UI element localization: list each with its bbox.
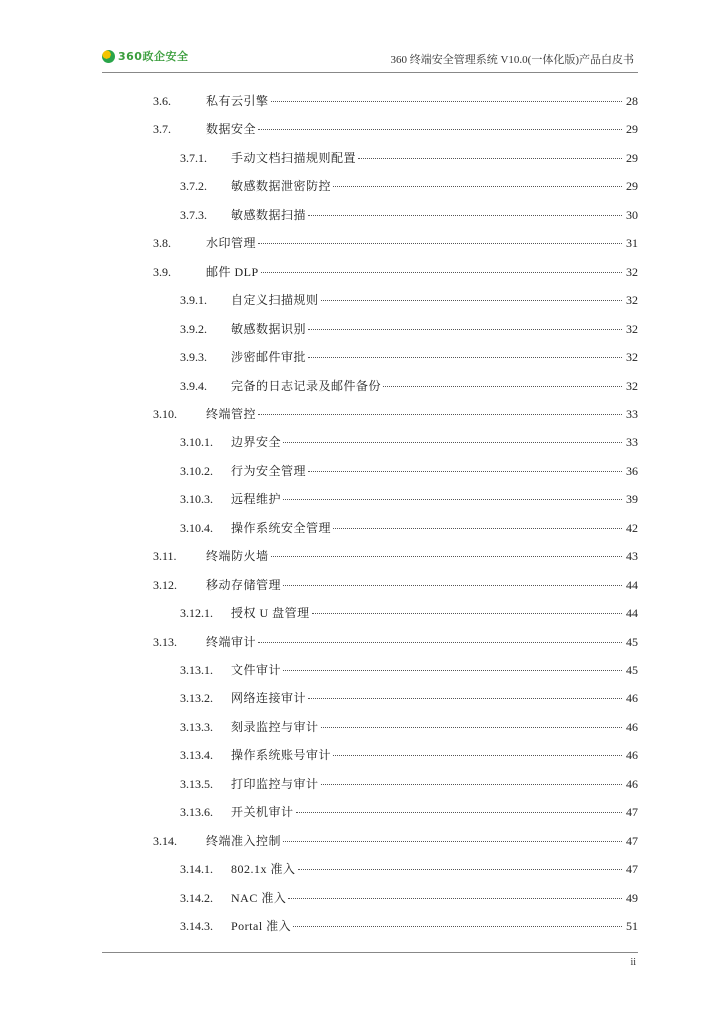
toc-dot-leader: [296, 812, 622, 813]
toc-entry-title[interactable]: 手动文档扫描规则配置: [231, 150, 357, 165]
toc-dot-leader: [258, 642, 622, 643]
toc-entry-number: 3.6.: [153, 94, 171, 108]
toc-entry-title[interactable]: 终端管控: [206, 406, 257, 421]
toc-entry[interactable]: [0, 206, 724, 224]
toc-entry-title[interactable]: 敏感数据扫描: [231, 207, 307, 222]
toc-entry-number: 3.14.: [153, 833, 177, 848]
toc-entry[interactable]: [0, 661, 724, 679]
toc-entry-number: 3.11.: [153, 549, 177, 564]
toc-entry-page: 33: [626, 406, 638, 421]
toc-dot-leader: [321, 300, 622, 301]
toc-dot-leader: [283, 442, 622, 443]
toc-entry-page: 39: [626, 492, 638, 507]
toc-entry-number: 3.7.1.: [180, 150, 207, 165]
toc-entry[interactable]: [0, 291, 724, 309]
toc-entry-page: 33: [626, 435, 638, 450]
toc-dot-leader: [271, 556, 622, 557]
toc-entry-page: 29: [626, 179, 638, 194]
toc-dot-leader: [283, 841, 622, 842]
toc-entry[interactable]: [0, 689, 724, 707]
toc-entry-title[interactable]: 授权 U 盘管理: [231, 606, 310, 621]
toc-entry[interactable]: [0, 718, 724, 736]
toc-entry-page: 44: [626, 606, 638, 621]
logo-text: 360政企安全: [118, 50, 189, 63]
toc-dot-leader: [308, 471, 622, 472]
toc-entry-title[interactable]: 行为安全管理: [231, 463, 307, 478]
toc-entry-number: 3.10.3.: [180, 492, 213, 507]
toc-entry-title[interactable]: 移动存储管理: [206, 577, 282, 592]
toc-entry[interactable]: [0, 576, 724, 594]
toc-entry-page: 46: [626, 776, 638, 791]
toc-dot-leader: [333, 528, 622, 529]
page-header: [102, 44, 638, 73]
toc-entry-title[interactable]: 文件审计: [231, 663, 282, 677]
toc-entry-page: 47: [626, 833, 638, 848]
toc-entry-number: 3.12.1.: [180, 606, 213, 621]
toc-entry-page: 47: [626, 862, 638, 877]
toc-entry-number: 3.10.1.: [180, 435, 213, 450]
toc-entry-title[interactable]: 敏感数据识别: [231, 321, 307, 336]
toc-entry[interactable]: [0, 377, 724, 395]
toc-dot-leader: [261, 272, 622, 273]
toc-dot-leader: [308, 698, 622, 699]
toc-entry[interactable]: [0, 803, 724, 821]
toc-entry[interactable]: [0, 775, 724, 793]
toc-entry-title[interactable]: 网络连接审计: [231, 691, 307, 706]
toc-entry-page: 43: [626, 549, 638, 564]
toc-entry-number: 3.9.2.: [180, 321, 207, 336]
toc-entry[interactable]: [0, 860, 724, 878]
toc-entry-page: 32: [626, 350, 638, 365]
toc-entry-title[interactable]: 操作系统账号审计: [231, 748, 332, 763]
toc-entry-page: 32: [626, 264, 638, 279]
toc-entry-page: 45: [626, 634, 638, 649]
toc-entry-title[interactable]: Portal 准入: [231, 919, 292, 934]
toc-entry-number: 3.12.: [153, 577, 177, 592]
toc-entry[interactable]: [0, 348, 724, 366]
toc-entry-title[interactable]: 802.1x 准入: [231, 862, 296, 877]
toc-entry-title[interactable]: 打印监控与审计: [231, 776, 319, 791]
toc-entry[interactable]: [0, 917, 724, 935]
toc-entry-page: 46: [626, 691, 638, 706]
toc-dot-leader: [383, 386, 622, 387]
toc-dot-leader: [333, 186, 622, 187]
toc-dot-leader: [312, 613, 622, 614]
toc-entry-page: 30: [626, 207, 638, 222]
toc-entry-number: 3.14.3.: [180, 919, 213, 934]
toc-entry-number: 3.13.6.: [180, 805, 213, 820]
toc-dot-leader: [288, 898, 622, 899]
toc-entry-page: 28: [626, 94, 638, 108]
toc-entry-number: 3.14.2.: [180, 890, 213, 905]
toc-entry[interactable]: [0, 490, 724, 508]
toc-entry-page: 44: [626, 577, 638, 592]
toc-entry[interactable]: [0, 120, 724, 138]
toc-entry-number: 3.13.3.: [180, 719, 213, 734]
toc-dot-leader: [283, 670, 622, 671]
toc-entry-number: 3.14.1.: [180, 862, 213, 877]
toc-dot-leader: [298, 869, 622, 870]
toc-entry-number: 3.9.4.: [180, 378, 207, 393]
toc-entry-number: 3.13.5.: [180, 776, 213, 791]
company-logo: [102, 48, 188, 64]
toc-dot-leader: [258, 129, 622, 130]
toc-dot-leader: [333, 755, 622, 756]
toc-entry[interactable]: [0, 405, 724, 423]
toc-entry-title[interactable]: NAC 准入: [231, 890, 287, 905]
toc-entry-title[interactable]: 操作系统安全管理: [231, 520, 332, 535]
toc-entry-page: 49: [626, 890, 638, 905]
toc-entry-number: 3.9.3.: [180, 350, 207, 365]
toc-entry-number: 3.7.2.: [180, 179, 207, 194]
toc-entry-page: 46: [626, 719, 638, 734]
toc-entry-number: 3.10.4.: [180, 520, 213, 535]
toc-entry[interactable]: [0, 462, 724, 480]
toc-entry-page: 47: [626, 805, 638, 820]
toc-entry-page: 32: [626, 293, 638, 308]
toc-entry[interactable]: [0, 263, 724, 281]
document-title: 360 终端安全管理系统 V10.0(一体化版)产品白皮书: [390, 54, 634, 66]
toc-entry[interactable]: [0, 433, 724, 451]
toc-entry[interactable]: [0, 92, 724, 110]
toc-entry-number: 3.7.: [153, 122, 171, 137]
toc-entry-number: 3.7.3.: [180, 207, 207, 222]
toc-entry[interactable]: [0, 149, 724, 167]
toc-entry-title[interactable]: 终端准入控制: [206, 833, 282, 848]
toc-entry-title[interactable]: 数据安全: [206, 122, 257, 137]
toc-dot-leader: [258, 414, 622, 415]
toc-entry-title[interactable]: 远程维护: [231, 492, 282, 507]
toc-entry-title[interactable]: 终端审计: [206, 634, 257, 649]
toc-entry-page: 36: [626, 463, 638, 478]
toc-dot-leader: [321, 727, 622, 728]
toc-dot-leader: [321, 784, 622, 785]
toc-entry-title[interactable]: 边界安全: [231, 435, 282, 450]
toc-entry-page: 29: [626, 150, 638, 165]
toc-entry-page: 45: [626, 663, 638, 677]
toc-entry-title[interactable]: 敏感数据泄密防控: [231, 179, 332, 194]
toc-entry-title[interactable]: 涉密邮件审批: [231, 350, 307, 365]
toc-entry-page: 32: [626, 378, 638, 393]
toc-entry-title[interactable]: 私有云引擎: [206, 94, 269, 108]
toc-dot-leader: [283, 499, 622, 500]
toc-entry-title[interactable]: 水印管理: [206, 236, 257, 251]
toc-entry-page: 31: [626, 236, 638, 251]
toc-entry-title[interactable]: 开关机审计: [231, 805, 294, 820]
toc-entry-number: 3.8.: [153, 236, 171, 251]
toc-entry-page: 51: [626, 919, 638, 934]
toc-entry-title[interactable]: 刻录监控与审计: [231, 719, 319, 734]
toc-entry-title[interactable]: 完备的日志记录及邮件备份: [231, 378, 382, 393]
toc-entry-page: 29: [626, 122, 638, 137]
toc-entry-number: 3.9.1.: [180, 293, 207, 308]
toc-entry[interactable]: [0, 320, 724, 338]
toc-entry-title[interactable]: 自定义扫描规则: [231, 293, 319, 308]
toc-entry[interactable]: [0, 832, 724, 850]
toc-entry[interactable]: [0, 746, 724, 764]
toc-entry[interactable]: [0, 604, 724, 622]
toc-entry[interactable]: [0, 177, 724, 195]
footer-page-number: ii: [630, 957, 636, 968]
toc-entry-number: 3.10.2.: [180, 463, 213, 478]
toc-entry-page: 46: [626, 748, 638, 763]
toc-dot-leader: [258, 243, 622, 244]
toc-entry-title[interactable]: 邮件 DLP: [206, 264, 259, 279]
toc-entry-number: 3.13.4.: [180, 748, 213, 763]
toc-entry[interactable]: [0, 889, 724, 907]
toc-entry-title[interactable]: 终端防火墙: [206, 549, 269, 564]
toc-entry-number: 3.9.: [153, 264, 171, 279]
logo-icon: [102, 50, 115, 63]
toc-dot-leader: [308, 215, 622, 216]
toc-dot-leader: [271, 101, 622, 102]
toc-entry[interactable]: [0, 547, 724, 565]
toc-dot-leader: [358, 158, 622, 159]
toc-entry-number: 3.10.: [153, 406, 177, 421]
toc-entry-page: 32: [626, 321, 638, 336]
toc-dot-leader: [283, 585, 622, 586]
toc-entry-number: 3.13.1.: [180, 663, 213, 677]
toc-dot-leader: [308, 329, 622, 330]
toc-dot-leader: [293, 926, 622, 927]
toc-entry-number: 3.13.: [153, 634, 177, 649]
footer-divider: [102, 952, 638, 953]
toc-entry[interactable]: [0, 519, 724, 537]
toc-dot-leader: [308, 357, 622, 358]
toc-entry-page: 42: [626, 520, 638, 535]
toc-entry-number: 3.13.2.: [180, 691, 213, 706]
toc-entry[interactable]: [0, 633, 724, 651]
toc-entry[interactable]: [0, 234, 724, 252]
